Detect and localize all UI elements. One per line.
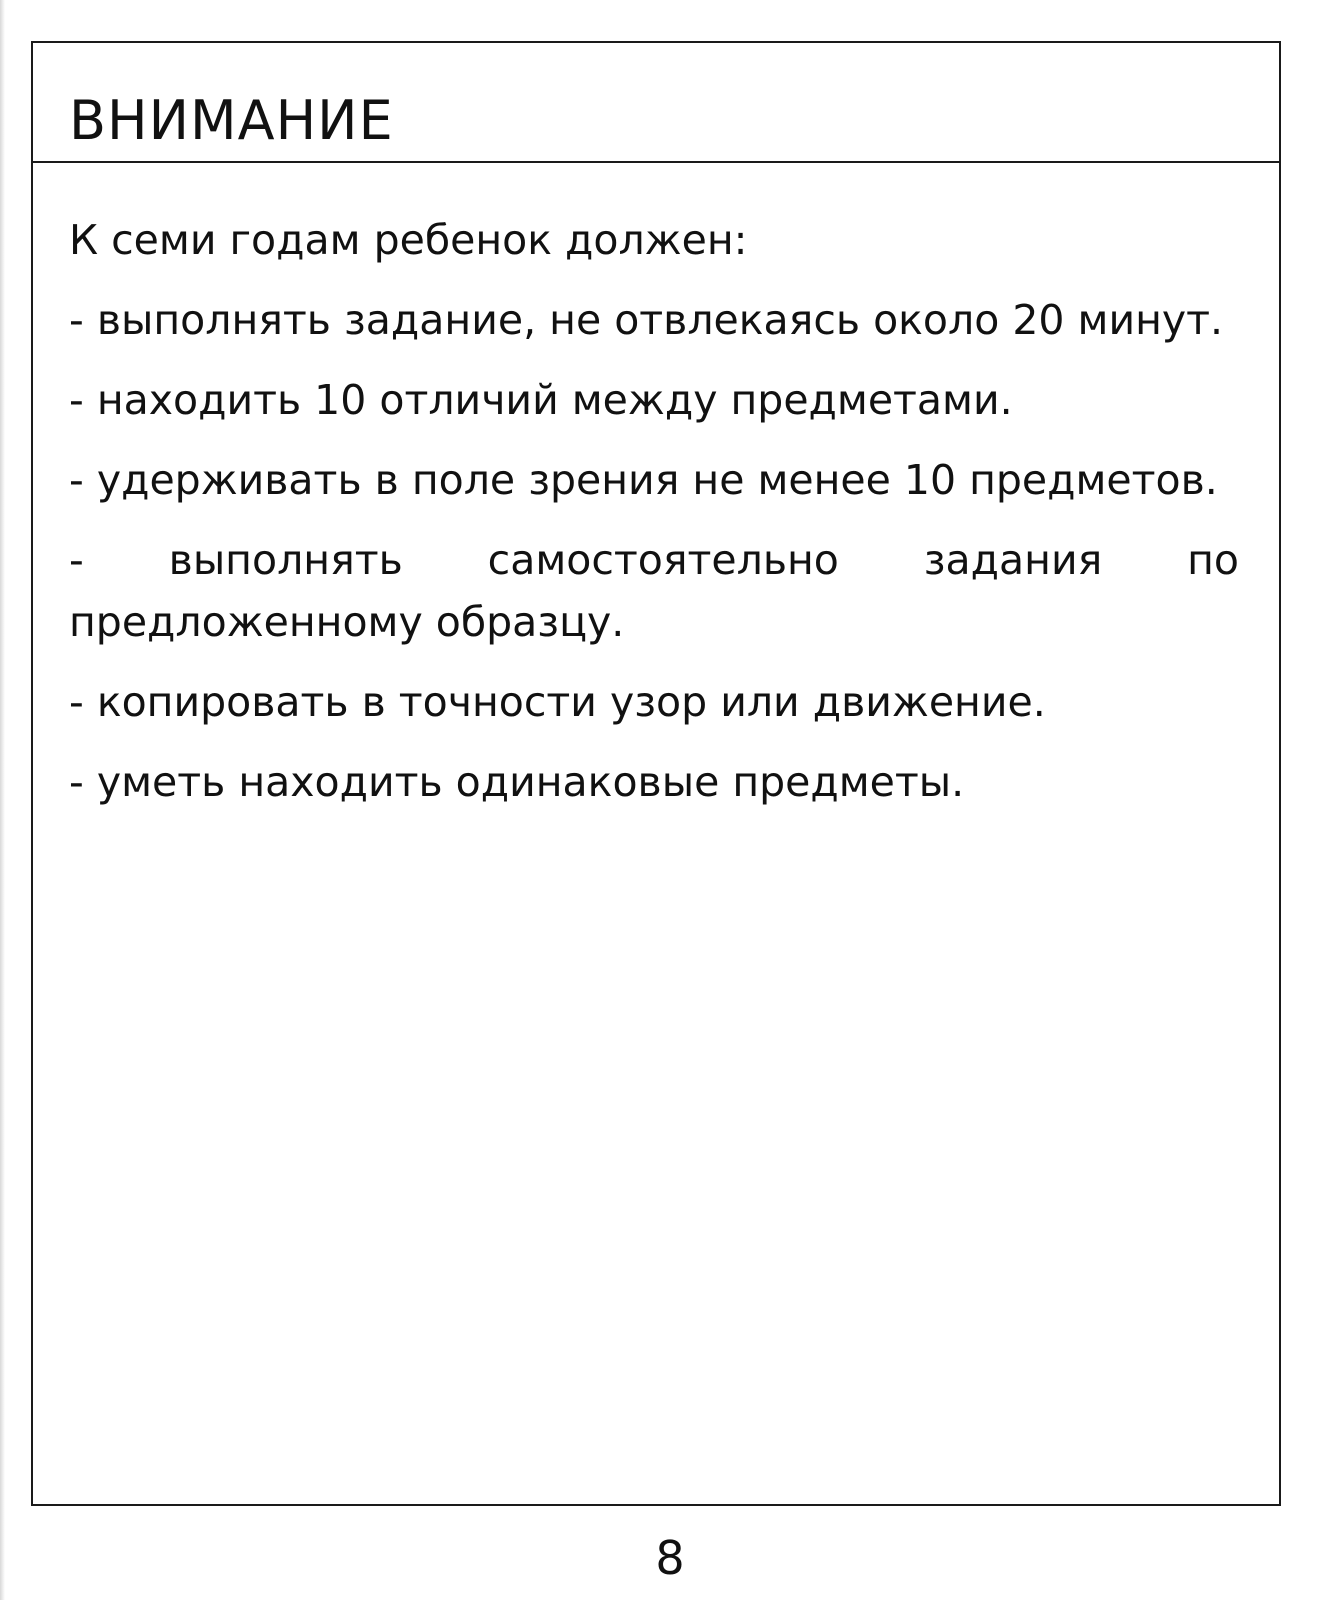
requirement-item: - находить 10 отличий между предметами. — [69, 376, 1013, 424]
requirement-item: - уметь находить одинаковые предметы. — [69, 758, 965, 806]
requirement-item: - удерживать в поле зрения не менее 10 предметов. — [69, 456, 1218, 504]
notice-intro: К семи годам ребенок должен: — [69, 216, 748, 264]
notice-box — [31, 41, 1281, 1506]
page-number: 8 — [655, 1531, 685, 1585]
scan-edge — [0, 0, 5, 1600]
requirement-item: - копировать в точности узор или движение. — [69, 678, 1046, 726]
requirement-item: - выполнять самостоятельно задания по предложенному образцу. — [69, 536, 1239, 646]
notice-title: ВНИМАНИЕ — [69, 89, 394, 152]
notice-content — [69, 209, 1239, 831]
notice-header — [33, 43, 1279, 163]
requirement-item: - выполнять задание, не отвлекаясь около 20 минут. — [69, 296, 1224, 344]
